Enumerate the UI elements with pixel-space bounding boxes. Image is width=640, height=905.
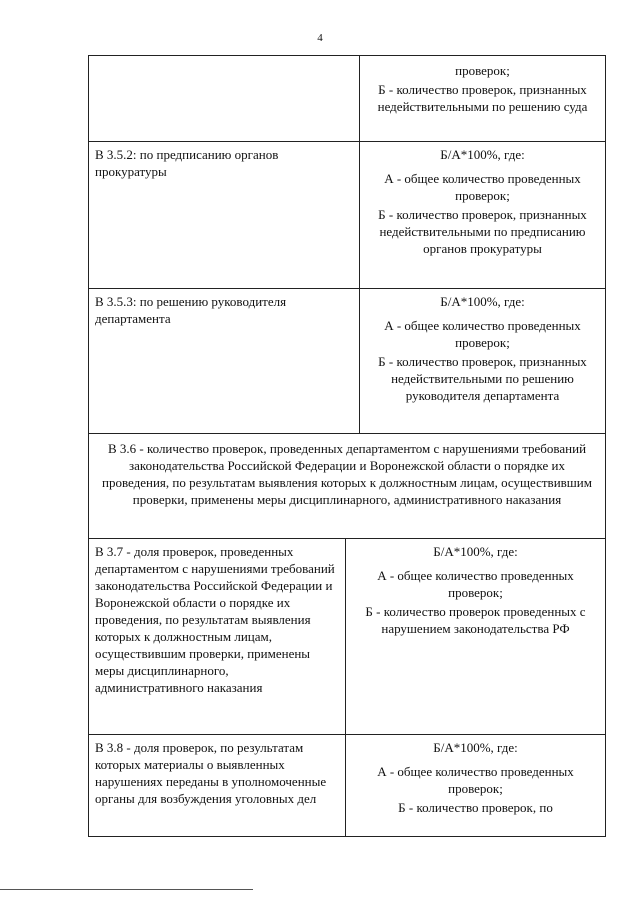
table-row [89,539,606,735]
definition-a: А - общее количество проведенных проверок; [384,171,581,203]
formula: Б/А*100%, где: [433,740,518,755]
table-row [89,434,606,539]
table-cell-right [360,289,606,433]
table-row [89,735,606,837]
table-cell-left [89,56,360,141]
definition-b: Б - количество проверок, признанных недействительными по решению суда [377,82,588,114]
table-cell-right [346,735,606,836]
table-row [89,289,606,434]
indicator-label: В 3.6 - количество проверок, проведенных департаментом с нарушениями требований законодательства Российской Федерации и Воронежской области о порядке их проведения, по результатам выявления которых к должностным лицам, осуществившим проверки, применены меры дисциплинарного, административного наказания [102,441,592,507]
definition-b: Б - количество проверок, по [398,800,553,815]
indicator-label: В 3.7 - доля проверок, проведенных департаментом с нарушениями требований законодательства Российской Федерации и Воронежской области о порядке их проведения, по результатам выявления которых к должностным лицам, осуществившим проверки, применены меры дисциплинарного, административного наказания [95,544,335,695]
definition-a: А - общее количество проведенных проверок; [377,764,574,796]
formula: Б/А*100%, где: [440,294,525,309]
indicator-label: В 3.5.3: по решению руководителя департамента [95,294,287,326]
table-cell-left [89,539,346,734]
indicator-label: В 3.5.2: по предписанию органов прокуратуры [95,147,279,179]
table-cell-right [346,539,606,734]
table-cell-right [360,142,606,288]
table-row [89,142,606,289]
page-number: 4 [317,32,323,44]
indicator-label: В 3.8 - доля проверок, по результатам которых материалы о выявленных нарушениях переданы в уполномоченные органы для возбуждения уголовных дел [95,740,327,806]
continuation-text: проверок; [455,63,510,78]
table-cell-full [89,434,606,538]
indicators-table [88,55,606,837]
definition-a: А - общее количество проведенных проверок; [384,318,581,350]
table-cell-left [89,735,346,836]
formula: Б/А*100%, где: [440,147,525,162]
formula: Б/А*100%, где: [433,544,518,559]
definition-b: Б - количество проверок, признанных недействительными по предписанию органов прокуратуры [378,207,587,256]
definition-a: А - общее количество проведенных проверок; [377,568,574,600]
definition-b: Б - количество проверок проведенных с нарушением законодательства РФ [365,604,586,636]
footnote-rule [0,889,253,890]
table-cell-left [89,142,360,288]
table-cell-left [89,289,360,433]
definition-b: Б - количество проверок, признанных недействительными по решению руководителя департамента [378,354,587,403]
table-cell-right [360,56,606,141]
table-row [89,56,606,142]
